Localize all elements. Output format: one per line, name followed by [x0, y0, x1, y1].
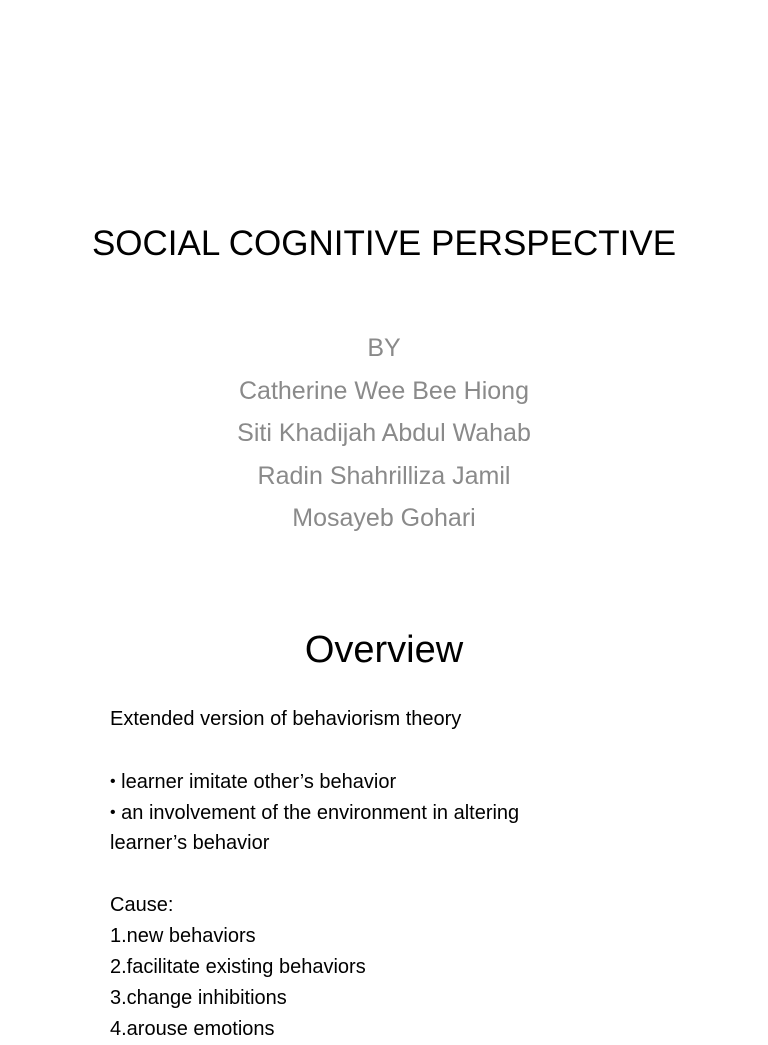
author-name: Siti Khadijah Abdul Wahab: [237, 419, 531, 447]
list-item: 4.arouse emotions: [110, 1018, 275, 1040]
bullet-icon: •: [110, 773, 116, 790]
author-name: Radin Shahrilliza Jamil: [257, 461, 511, 490]
author-name: Mosayeb Gohari: [292, 504, 476, 532]
bullet-continuation: learner’s behavior: [110, 832, 270, 854]
slide-body: [110, 704, 670, 1045]
slide-title: Overview: [304, 629, 464, 671]
spacer: [110, 735, 670, 766]
author-name: Catherine Wee Bee Hiong: [239, 376, 529, 405]
list-item: 1.new behaviors: [110, 925, 256, 947]
spacer: [110, 859, 670, 890]
author-list: [0, 327, 768, 540]
overview-slide: [0, 576, 768, 1040]
list-item: [110, 766, 670, 797]
list-item: [110, 797, 670, 828]
bullet-text: an involvement of the environment in altering: [115, 802, 520, 824]
list-item: 3.change inhibitions: [110, 987, 287, 1009]
list-item: 2.facilitate existing behaviors: [110, 956, 366, 978]
bullet-text: learner imitate other’s behavior: [115, 771, 397, 793]
cause-label: Cause:: [110, 894, 174, 916]
slide-title: SOCIAL COGNITIVE PERSPECTIVE: [91, 224, 677, 263]
intro-text: Extended version of behaviorism theory: [110, 708, 462, 730]
bullet-icon: •: [110, 804, 116, 821]
by-label: BY: [367, 334, 401, 362]
